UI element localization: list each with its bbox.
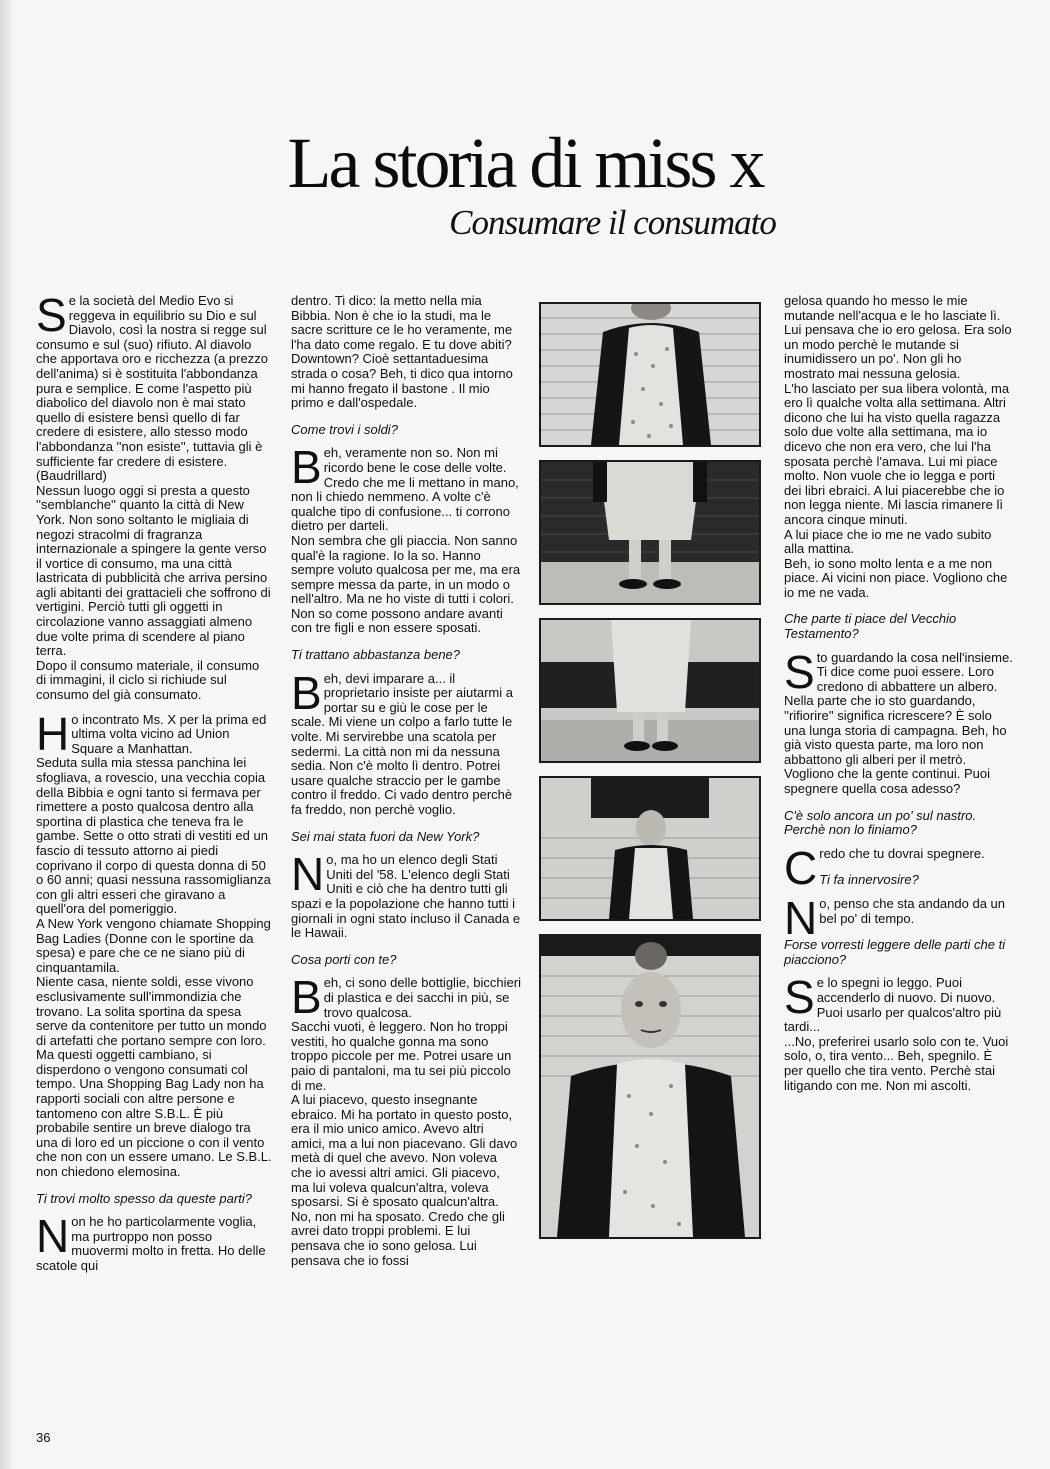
interview-question: Forse vorresti leggere delle parti che ti piacciono? (784, 937, 1006, 967)
paragraph: Ma questi oggetti cambiano, si disperdono o vengono consumati col tempo. Una Shopping Bag Lady non ha rapporti sociali con altre persone e tantomeno con altre S.B.L. È più probabile sentire un breve dialogo tra una di loro ed un piccione o con il vento che non con un essere umano. Le S.B.L. non chiedono elemosina. (36, 1047, 272, 1180)
paragraph: Se la società del Medio Evo si reggeva in equilibrio su Dio e sul Diavolo, così la nostra si regge sul consumo e sul (suo) rifiuto. Al diavolo che apportava oro e ricchezza (a prezzo dell'anima) si è sostituita l'abbondanza pura e semplice. E come l'aspetto più diabolico del diavolo non è mai stato quello di esistere bensì quello di far credere di esistere, allo stesso modo l'abbondanza ''non esiste'', tuttavia gli è sufficiente far credere di esistere. (Baudrillard) (36, 289, 268, 484)
text-column-3 (784, 294, 1014, 1093)
interview-answer: No, penso che sta andando da un bel po' di tempo. (784, 891, 1005, 944)
interview-question: Ti trattano abbastanza bene? (291, 647, 461, 663)
paragraph: ...No, preferirei usarlo solo con te. Vuoi solo, o, tira vento... Beh, spegnilo. È per quello che tira vento. Perchè stai litigando con me. Non mi ascolti. (784, 1033, 1009, 1093)
photo-woman-torso (539, 302, 761, 447)
drop-cap: N (36, 1210, 70, 1263)
page-subtitle: Consumare il consumato (449, 203, 776, 242)
drop-cap: B (291, 441, 322, 494)
interview-question: Ti fa innervosire? (819, 872, 919, 888)
interview-answer: Beh, veramente non so. Non mi ricordo bene le cose delle volte. Credo che me li mettano in mano, non li chiedo nemmeno. A volte c'è qualche tipo di confusione... ti corrono dietro per darteli. (291, 441, 519, 534)
interview-question: Ti trovi molto spesso da queste parti? (36, 1190, 252, 1206)
interview-answer: Beh, devi imparare a... il proprietario insiste per aiutarmi a portar su e giù le cose per le scale. Mi viene un colpo a farlo tutte le volte. Mi servirebbe una scatola per sedermi. La città non mi da nessuna sedia. Non c'è molto lì dentro. Potrei usare qualche straccio per le gambe contro il freddo. Ci vado dentro perchè fa freddo, non perchè voglio. (291, 666, 513, 817)
paragraph: Seduta sulla mia stessa panchina lei sfogliava, a rovescio, una vecchia copia della Bibbia e ogni tanto si fermava per rimettere a posto qualcosa dentro alla sportina di plastica che teneva fra le gambe. Sette o otto strati di vestiti ed un fascio di tessuto attorno ai piedi coprivano il corpo di questa donna di 50 o 60 anni; quasi nessuna rassomiglianza con gli altri esseri che giravano a quell'ora del pomeriggio. (36, 755, 271, 917)
paragraph: A lui piace che io me ne vado subito alla mattina. (784, 526, 992, 557)
drop-cap: N (291, 848, 325, 901)
interview-question: Sei mai stata fuori da New York? (291, 828, 480, 844)
drop-cap: H (36, 707, 70, 760)
text-column-2 (291, 294, 521, 1268)
interview-question: Cosa porti con te? (291, 951, 397, 967)
paragraph: Ti dice come puoi essere. Loro credono di abbattere un albero. Nella parte che io sto guardando, ''rifiorire'' significa ricrescere? È solo una lunga storia di campagna. Beh, ho già visto questa parte, ma loro non abbattono gli alberi per il metrò. Vogliono che la gente continui. Puoi spegnere quella cosa adesso? (784, 664, 1007, 796)
paragraph: A lui piacevo, questo insegnante ebraico. Mi ha portato in questo posto, era il mio unico amico. Avevo altri amici, ma a lui non piacevano. Gli davo metà di quel che avevo. Non voleva che io avessi altri amici. Gli piacevo, ma lui voleva qualcun'altra, voleva sposarsi. Si è sposato qualcun'altra. No, non mi ha sposato. Credo che gli avrei dato troppi problemi. E lui pensava che io sono gelosa. Lui pensava che io fossi (291, 1092, 518, 1268)
paragraph: gelosa quando ho messo le mie mutande nell'acqua e le ho lasciate lì. Lui pensava che io ero gelosa. Era solo un modo perchè le mutande si inumidissero un po'. Non gli ho mostrato mai nessuna gelosia. (784, 293, 1012, 381)
paragraph: Nessun luogo oggi si presta a questo ''semblanche'' quanto la città di New York. Non sono soltanto le migliaia di negozi stracolmi di fragranza internazionale a spingere la gente verso il vortice di consumo, ma una città lastricata di pubblicità che arriva persino agli abitanti dei grattacieli che soffrono di vertigini. Perciò tutti gli oggetti in circolazione vanno assaggiati almeno due volte prima di scendere al piano terra. (36, 482, 271, 659)
paragraph: Niente casa, niente soldi, esse vivono esclusivamente sull'immondizia che trovano. La solita sportina da spesa serve da contenitore per tutto un mondo di artefatti che portano sempre con loro. (36, 974, 267, 1048)
photo-woman-portrait (539, 776, 761, 921)
interview-answer: Sto guardando la cosa nell'insieme. (784, 645, 1013, 698)
paragraph: A New York vengono chiamate Shopping Bag Ladies (Donne con le sportine da spesa) e pare che ce ne siano più di cinquantamila. (36, 915, 271, 975)
paragraph: dentro. Ti dico: la metto nella mia Bibbia. Non è che io la studi, ma le sacre scritture ce le ho veramente, me l'ha dato come regalo. E tu dove abiti? Downtown? Cioè settantaduesima strada o cosa? Beh, ti dico qua intorno mi hanno fregato il bastone . Il mio primo e dall'ospedale. (291, 293, 513, 411)
drop-cap: B (291, 971, 322, 1024)
text-column-1 (36, 289, 272, 1274)
interview-question: Come trovi i soldi? (291, 421, 398, 437)
paragraph: Beh, io sono molto lenta e a me non piace. Ai vicini non piace. Vogliono che io me ne vada. (784, 555, 1008, 600)
interview-answer: No, ma ho un elenco degli Stati Uniti del '58. L'elenco degli Stati Uniti e ciò che ha dentro tutti gli spazi e la popolazione che hanno tutti i giornali in ogni stato incluso il Canada e le Hawaii. (291, 848, 521, 941)
interview-answer: Beh, ci sono delle bottiglie, bicchieri di plastica e dei sacchi in più, se trovo qualcosa. (291, 971, 521, 1024)
photo-woman-legs (539, 460, 761, 605)
page-number: 36 (36, 1430, 51, 1445)
interview-answer: Credo che tu dovrai spegnere. (784, 841, 985, 894)
interview-answer: Se lo spegni io leggo. Puoi accenderlo di nuovo. Di nuovo. Puoi usarlo per qualcos'altro più tardi... (784, 971, 1002, 1035)
interview-answer: Non he ho particolarmente voglia, ma purtroppo non posso muovermi molto in fretta. Ho delle scatole qui (36, 1210, 266, 1273)
paragraph: Dopo il consumo materiale, il consumo di immagini, il ciclo si richiude sul consumo del già consumato. (36, 657, 260, 703)
interview-question: Che parte ti piace del Vecchio Testamento? (784, 611, 957, 642)
drop-cap: S (784, 645, 815, 698)
drop-cap: C (784, 841, 818, 894)
drop-cap: S (36, 289, 67, 341)
drop-cap: N (784, 891, 818, 944)
drop-cap: B (291, 666, 322, 719)
page-title: La storia di miss x (287, 123, 763, 203)
paragraph: Sacchi vuoti, è leggero. Non ho troppi vestiti, ho qualche gonna ma sono troppo piccole per me. Potrei usare un paio di pantaloni, ma tu sei più piccolo di me. (291, 1019, 512, 1093)
paragraph: L'ho lasciato per sua libera volontà, ma ero lì qualche volta alla settimana. Altri dicono che lui ha visto quella ragazza solo due volte alla settimana, ma io dicevo che non era vero, che lui l'ha sposata perchè l'amava. Lui mi piace molto. Non vuole che io legga e porti dei libri ebraici. A lui piacerebbe che io non legga niente. Mi lascia rimanere lì ancora cinque minuti. (784, 380, 1010, 527)
paragraph: Non sembra che gli piaccia. Non sanno qual'è la ragione. Io la so. Hanno sempre voluto qualcosa per me, ma era sempre messa da parte, in un modo o nell'altro. Ma ne ho viste di tutti i colori. Non so come possono andare avanti con tre figli e non essere sposati. (291, 532, 521, 636)
interview-question: C'è solo ancora un po' sul nastro. Perchè non lo finiamo? (784, 807, 977, 838)
photo-strip (539, 302, 761, 1252)
paragraph: Ho incontrato Ms. X per la prima ed ultima volta vicino ad Union Square a Manhattan. (36, 707, 267, 760)
photo-woman-full (539, 934, 761, 1239)
photo-woman-skirt (539, 618, 761, 763)
drop-cap: S (784, 971, 815, 1024)
